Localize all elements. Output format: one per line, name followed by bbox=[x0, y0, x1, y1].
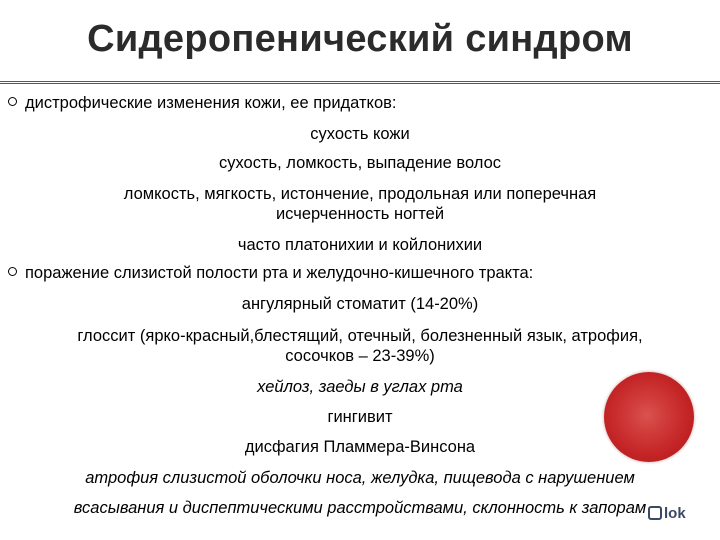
watermark bbox=[648, 505, 686, 522]
mucosa-item-2a: глоссит (ярко-красный,блестящий, отечный, болезненный язык, атрофия, bbox=[77, 327, 643, 345]
bullet-icon bbox=[8, 97, 17, 106]
mucosa-item-6a: атрофия слизистой оболочки носа, желудка, пищевода с нарушением bbox=[85, 469, 635, 487]
watermark-text: lok bbox=[664, 505, 686, 522]
bullet-skin bbox=[8, 94, 396, 113]
mucosa-item-5: дисфагия Пламмера-Винсона bbox=[244, 438, 476, 456]
bullet-mucosa bbox=[8, 264, 533, 283]
mucosa-item-6b: всасывания и диспептическими расстройствами, склонность к запорам bbox=[73, 499, 647, 517]
mucosa-item-2b: сосочков – 23-39%) bbox=[285, 347, 435, 365]
bullet-skin-text: дистрофические изменения кожи, ее придатков: bbox=[25, 94, 397, 112]
skin-item-1: сухость кожи bbox=[310, 125, 410, 143]
mucosa-item-1: ангулярный стоматит (14-20%) bbox=[241, 295, 479, 313]
mucosa-item-3: хейлоз, заеды в углах рта bbox=[257, 378, 463, 396]
red-blood-cell-image bbox=[604, 372, 694, 462]
watermark-icon bbox=[648, 506, 662, 520]
skin-item-3a: ломкость, мягкость, истончение, продольная или поперечная bbox=[123, 185, 597, 203]
mucosa-item-4: гингивит bbox=[327, 408, 393, 426]
bullet-mucosa-text: поражение слизистой полости рта и желудочно-кишечного тракта: bbox=[25, 264, 534, 282]
title-divider bbox=[0, 81, 720, 84]
bullet-icon bbox=[8, 267, 17, 276]
skin-item-4: часто платонихии и койлонихии bbox=[237, 236, 483, 254]
skin-item-3b: исчерченность ногтей bbox=[275, 205, 445, 223]
page-title: Сидеропенический синдром bbox=[87, 18, 633, 60]
skin-item-2: сухость, ломкость, выпадение волос bbox=[218, 154, 502, 172]
